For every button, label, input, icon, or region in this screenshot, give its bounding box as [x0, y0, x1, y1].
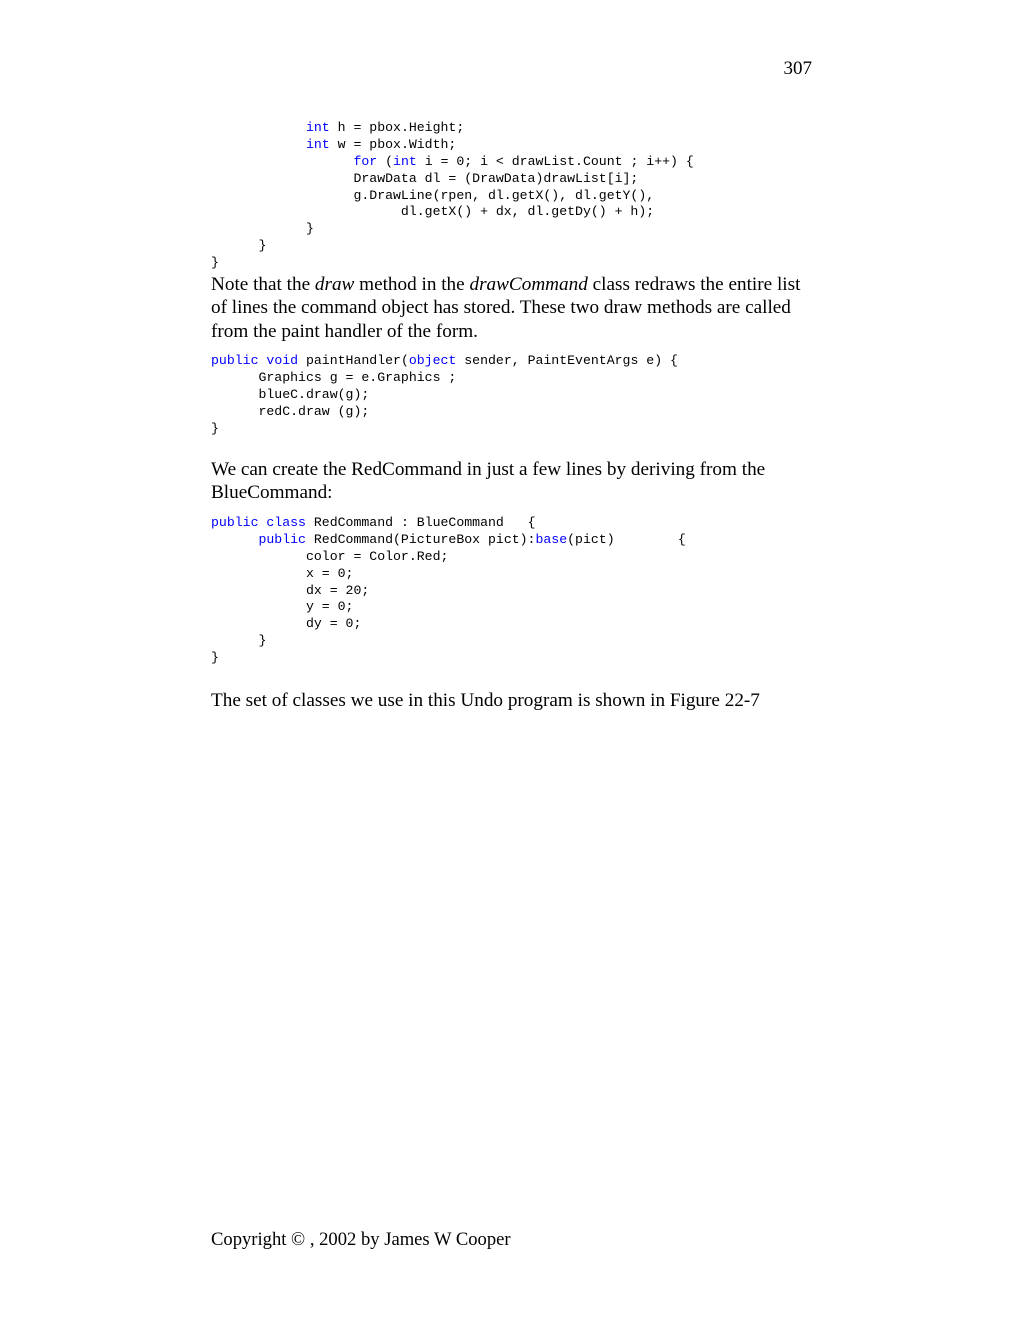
italic-term-drawcommand: drawCommand	[469, 274, 588, 295]
code-line	[211, 616, 686, 633]
code-token: dy = 0;	[211, 616, 362, 632]
code-keyword: int	[393, 153, 417, 169]
code-token: x = 0;	[211, 565, 354, 581]
code-token: DrawData dl = (DrawData)drawList[i];	[211, 170, 639, 186]
code-token: }	[211, 255, 219, 271]
paragraph-figure-reference: The set of classes we use in this Undo program is shown in Figure 22-7	[211, 690, 760, 711]
code-keyword: public	[211, 515, 259, 530]
code-line	[211, 583, 686, 600]
code-token: y = 0;	[211, 599, 354, 615]
code-token: Graphics g = e.Graphics ;	[211, 369, 457, 385]
code-line	[211, 421, 678, 438]
code-line	[211, 238, 694, 255]
code-line	[211, 387, 678, 404]
code-token	[211, 532, 258, 547]
page-number: 307	[783, 58, 812, 79]
code-line	[211, 599, 686, 616]
code-token: redC.draw (g);	[211, 403, 370, 419]
code-line	[211, 171, 694, 188]
paragraph-text: class redraws the entire list of lines the command object has stored. These two draw methods are called from the paint handler of the form.	[211, 274, 801, 342]
italic-term-draw: draw	[314, 274, 355, 295]
code-token	[211, 137, 306, 152]
code-line	[211, 221, 694, 238]
code-line	[211, 353, 678, 370]
code-token: dl.getX() + dx, dl.getDy() + h);	[211, 204, 655, 220]
code-line	[211, 370, 678, 387]
code-token	[211, 120, 306, 135]
code-line	[211, 255, 694, 272]
code-line	[211, 515, 686, 532]
paragraph-redcommand-intro: We can create the RedCommand in just a few lines by deriving from the BlueCommand:	[211, 459, 766, 504]
code-token: }	[211, 650, 219, 666]
code-keyword: public	[258, 531, 306, 547]
code-token: RedCommand(PictureBox pict):	[305, 531, 536, 547]
code-line	[211, 532, 686, 549]
code-token	[211, 154, 353, 169]
code-keyword: class	[266, 515, 306, 530]
code-token: paintHandler(	[298, 353, 409, 368]
code-line	[211, 633, 686, 650]
code-keyword: int	[305, 136, 330, 152]
code-token: g.DrawLine(rpen, dl.getX(), dl.getY(),	[211, 187, 655, 203]
paragraph-text: method in the	[354, 274, 470, 295]
code-line	[211, 188, 694, 205]
code-line	[211, 137, 694, 154]
code-keyword: for	[353, 153, 378, 169]
copyright-footer: Copyright © , 2002 by James W Cooper	[211, 1229, 511, 1250]
code-token: }	[211, 633, 267, 649]
code-keyword: object	[408, 353, 457, 368]
code-token: h = pbox.Height;	[329, 120, 465, 135]
code-keyword: void	[266, 353, 299, 368]
code-token: w = pbox.Width;	[329, 136, 457, 152]
code-token: }	[211, 221, 314, 237]
code-token: color = Color.Red;	[211, 548, 449, 564]
paragraph-text: Note that the	[211, 274, 315, 295]
code-line	[211, 549, 686, 566]
code-block-draw-method	[211, 120, 694, 272]
code-line	[211, 154, 694, 171]
code-token: blueC.draw(g);	[211, 386, 370, 402]
code-keyword: public	[211, 353, 259, 368]
code-token: (pict) {	[567, 531, 686, 547]
code-keyword: base	[535, 531, 568, 547]
code-keyword: int	[305, 120, 330, 135]
code-token: }	[211, 238, 267, 254]
code-line	[211, 566, 686, 583]
code-token: sender, PaintEventArgs e) {	[456, 353, 678, 368]
code-line	[211, 650, 686, 667]
code-line	[211, 204, 694, 221]
code-token: }	[211, 420, 219, 436]
code-line	[211, 120, 694, 137]
code-block-redcommand-class	[211, 515, 686, 667]
code-token: dx = 20;	[211, 582, 370, 598]
paragraph-draw-explanation	[211, 273, 811, 343]
code-block-paint-handler	[211, 353, 678, 437]
code-token: (	[377, 153, 394, 169]
code-token: RedCommand : BlueCommand {	[305, 515, 536, 530]
code-line	[211, 404, 678, 421]
code-token: i = 0; i < drawList.Count ; i++) {	[416, 153, 694, 169]
